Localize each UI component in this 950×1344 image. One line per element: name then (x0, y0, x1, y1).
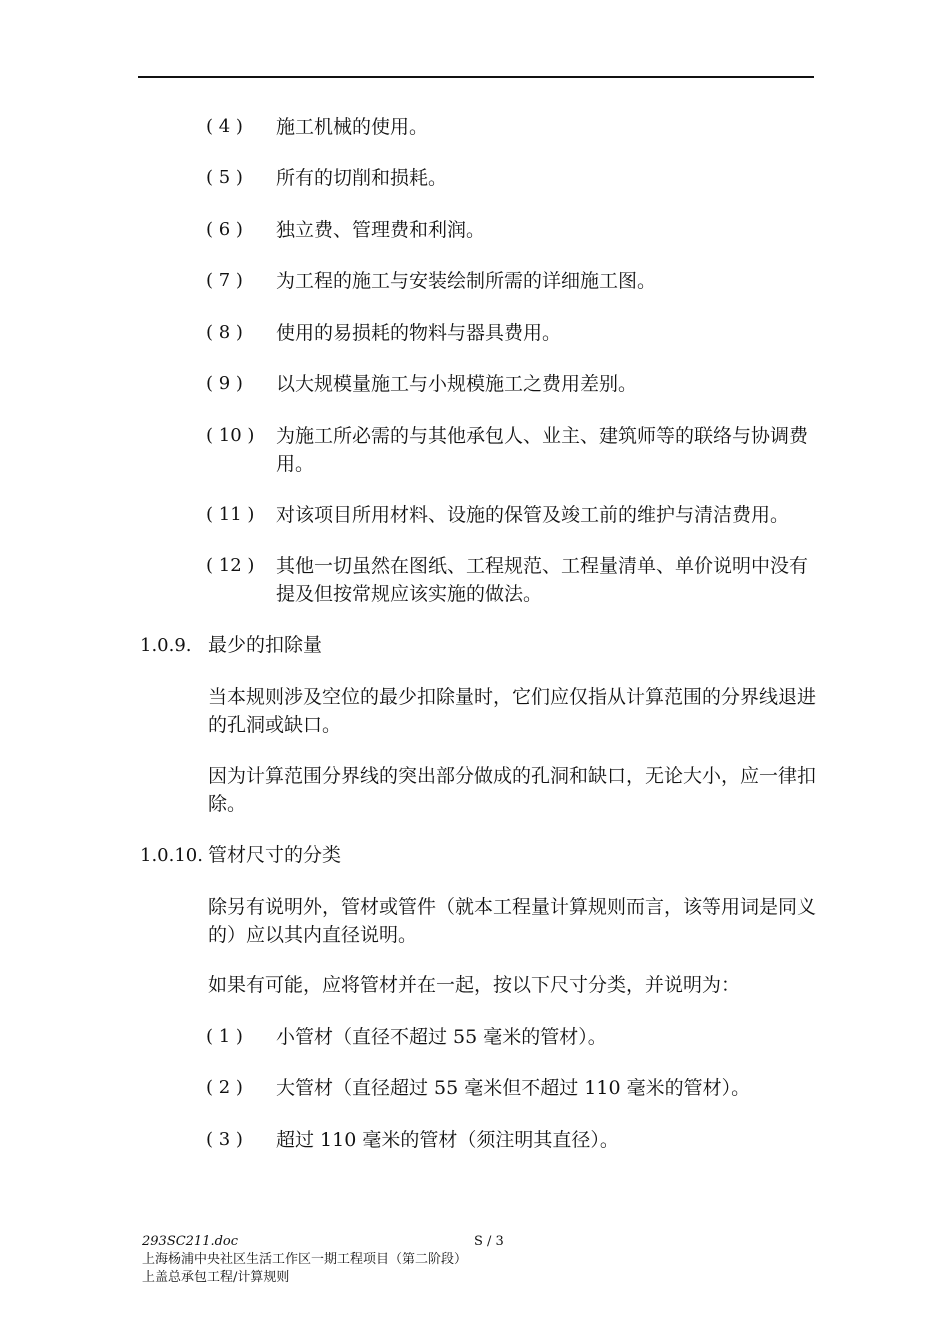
item-text: 其他一切虽然在图纸、工程规范、工程量清单、单价说明中没有提及但按常规应该实施的做法。 (276, 555, 809, 605)
footer-page-number: S / 3 (474, 1234, 504, 1249)
item-number: ( 8 ) (206, 322, 243, 343)
item-text: 小管材（直径不超过 55 毫米的管材）。 (276, 1026, 607, 1048)
item-text: 使用的易损耗的物料与器具费用。 (276, 322, 562, 344)
item-number: ( 5 ) (206, 167, 243, 188)
item-text: 施工机械的使用。 (276, 116, 429, 138)
item-text: 以大规模量施工与小规模施工之费用差别。 (276, 373, 638, 395)
section-number: 1.0.10. (140, 845, 203, 866)
footer-project: 上海杨浦中央社区生活工作区一期工程项目（第二阶段） (142, 1252, 468, 1267)
paragraph: 除另有说明外，管材或管件（就本工程量计算规则而言，该等用词是同义的）应以其内直径说明。 (208, 896, 817, 946)
item-text: 对该项目所用材料、设施的保管及竣工前的维护与清洁费用。 (276, 504, 790, 526)
list-item (206, 267, 818, 295)
list-item (206, 501, 818, 529)
page-footer (142, 1233, 504, 1287)
item-number: ( 11 ) (206, 504, 255, 525)
list-item (206, 216, 818, 244)
header-rule (138, 76, 814, 78)
footer-filename: 293SC211.doc (142, 1234, 239, 1249)
list-item (206, 422, 818, 478)
footer-contract: 上盖总承包工程/计算规则 (142, 1270, 290, 1285)
item-text: 独立费、管理费和利润。 (276, 219, 486, 241)
list-item (206, 164, 818, 192)
section-heading (140, 841, 341, 870)
item-number: ( 1 ) (206, 1026, 243, 1047)
list-item (206, 1126, 818, 1154)
paragraph: 当本规则涉及空位的最少扣除量时，它们应仅指从计算范围的分界线退进的孔洞或缺口。 (208, 686, 817, 736)
item-number: ( 9 ) (206, 373, 243, 394)
list-item (206, 1074, 818, 1102)
section-title: 最少的扣除量 (208, 634, 323, 656)
item-number: ( 12 ) (206, 555, 255, 576)
item-number: ( 2 ) (206, 1077, 243, 1098)
paragraph: 因为计算范围分界线的突出部分做成的孔洞和缺口，无论大小，应一律扣除。 (208, 765, 817, 815)
item-text: 为施工所必需的与其他承包人、业主、建筑师等的联络与协调费用。 (276, 425, 809, 475)
item-number: ( 7 ) (206, 270, 243, 291)
item-text: 所有的切削和损耗。 (276, 167, 448, 189)
section-title: 管材尺寸的分类 (208, 844, 342, 866)
item-text: 超过 110 毫米的管材（须注明其直径）。 (276, 1129, 619, 1151)
list-item (206, 370, 818, 398)
list-item (206, 319, 818, 347)
list-item (206, 1023, 818, 1051)
item-text: 大管材（直径超过 55 毫米但不超过 110 毫米的管材）。 (276, 1077, 751, 1099)
list-item (206, 113, 818, 141)
item-text: 为工程的施工与安装绘制所需的详细施工图。 (276, 270, 657, 292)
list-item (206, 552, 818, 608)
section-number: 1.0.9. (140, 635, 192, 656)
section-heading (140, 631, 322, 660)
paragraph: 如果有可能，应将管材并在一起，按以下尺寸分类，并说明为： (208, 974, 741, 996)
item-number: ( 3 ) (206, 1129, 243, 1150)
item-number: ( 6 ) (206, 219, 243, 240)
item-number: ( 4 ) (206, 116, 243, 137)
item-number: ( 10 ) (206, 425, 255, 446)
